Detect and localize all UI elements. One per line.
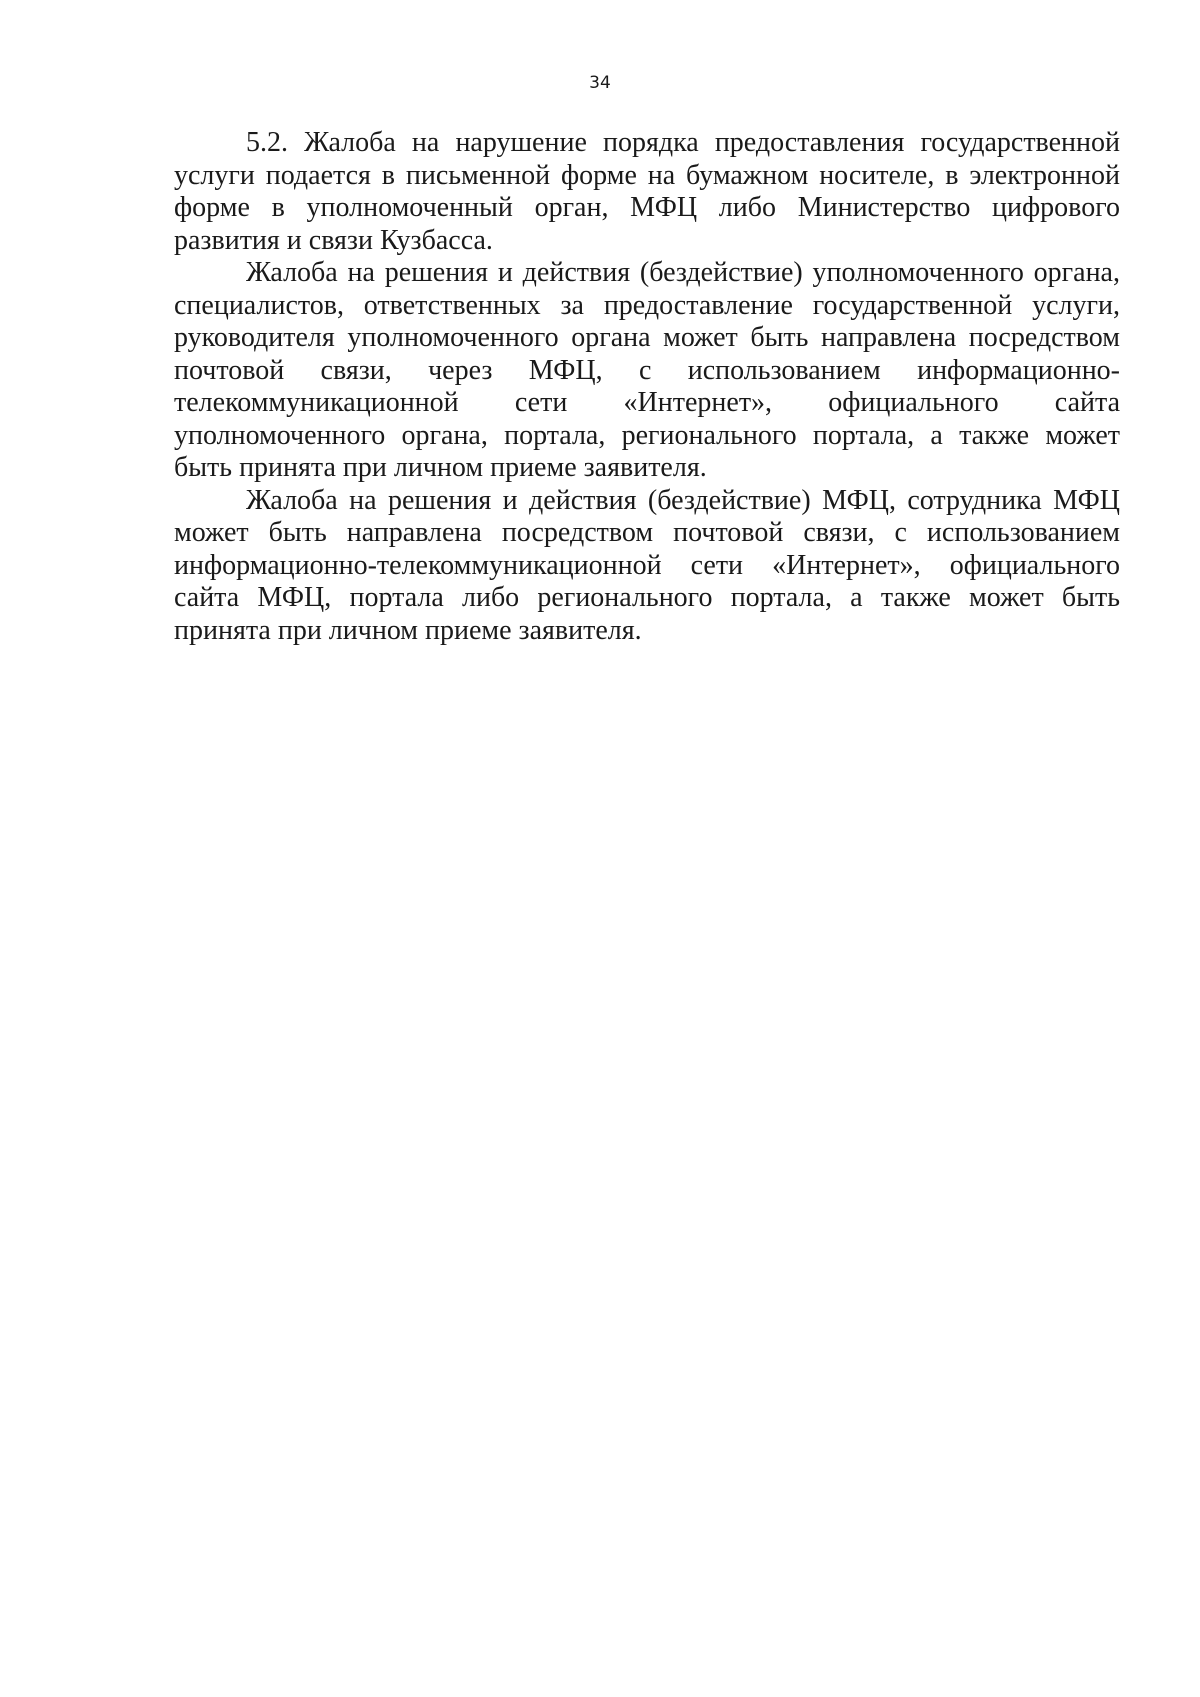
paragraph-complaint-mfc: Жалоба на решения и действия (бездействие) МФЦ, сотрудника МФЦ может быть направлена посредством почтовой связи, с использованием информационно-телекоммуникационной сети «Интернет», официального сайта МФЦ, портала либо регионального портала, а также может быть принята при личном приеме заявителя. (174, 484, 1120, 646)
paragraph-complaint-authority: Жалоба на решения и действия (бездействие) уполномоченного органа, специалистов, ответственных за предоставление государственной услуги, руководителя уполномоченного органа может быть направлена посредством почтовой связи, через МФЦ, с использованием информационно-телекоммуникационной сети «Интернет», официального сайта уполномоченного органа, портала, регионального портала, а также может быть принята при личном приеме заявителя. (174, 257, 1120, 483)
page-number: 34 (589, 73, 611, 93)
document-body (174, 127, 1120, 647)
paragraph-complaint-submission: 5.2. Жалоба на нарушение порядка предоставления государственной услуги подается в письменной форме на бумажном носителе, в электронной форме в уполномоченный орган, МФЦ либо Министерство цифрового развития и связи Кузбасса. (174, 127, 1120, 256)
